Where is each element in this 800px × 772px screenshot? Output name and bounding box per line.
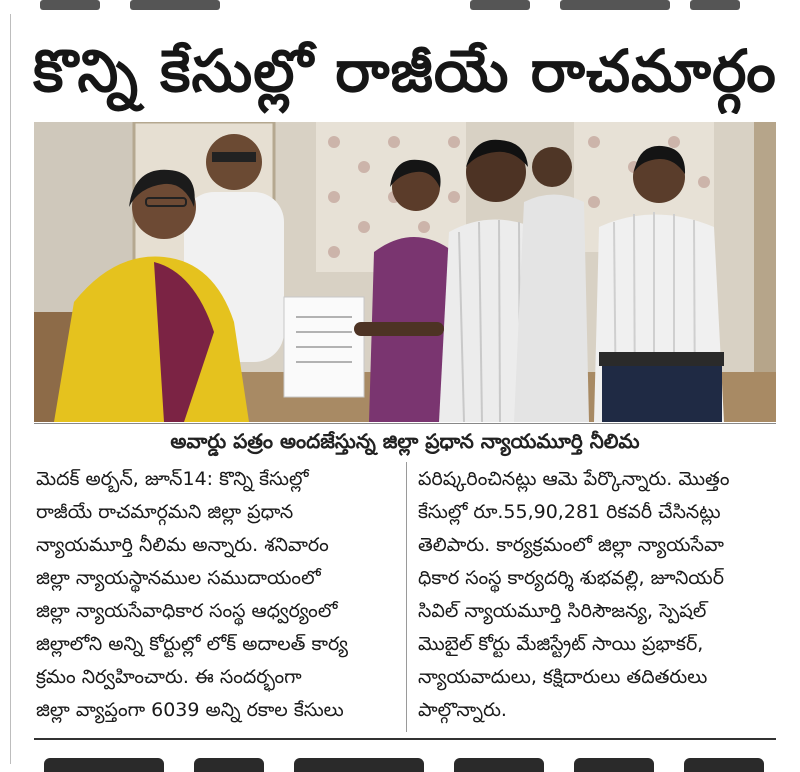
article-headline: కొన్ని కేసుల్లో రాజీయే రాచమార్గం <box>33 37 777 105</box>
body-line: మెదక్ అర్బన్, జూన్14: కొన్ని కేసుల్లో <box>36 468 309 490</box>
body-line: న్యాయవాదులు, కక్షిదారులు తదితరులు <box>418 666 708 688</box>
body-line: కేసుల్లో రూ.55,90,281 రికవరీ చేసినట్లు <box>418 501 721 523</box>
body-line: పరిష్కరించినట్లు ఆమె పేర్కొన్నారు. మొత్తం <box>418 468 730 490</box>
article-column-left <box>36 463 398 733</box>
previous-article-cutoff <box>0 0 800 12</box>
article-bottom-rule <box>34 738 776 740</box>
body-line: సివిల్ న్యాయమూర్తి సిరిసౌజన్య, స్పెషల్ <box>418 600 707 622</box>
column-divider <box>406 462 407 732</box>
body-line: పాల్గొన్నారు. <box>418 699 507 721</box>
body-line: మొబైల్ కోర్టు మేజిస్ట్రేట్ సాయి ప్రభాకర్, <box>418 633 704 655</box>
body-line: ధికార సంస్థ కార్యదర్శి శుభవల్లి, జూనియర్ <box>418 567 724 589</box>
article-column-right <box>418 463 780 733</box>
photo-award-ceremony-icon <box>34 122 776 422</box>
body-line: తెలిపారు. కార్యక్రమంలో జిల్లా న్యాయసేవా <box>418 534 724 556</box>
photo-caption: అవార్డు పత్రం అందజేస్తున్న జిల్లా ప్రధాన న్యాయమూర్తి నీలిమ <box>170 429 640 453</box>
body-line: క్రమం నిర్వహించారు. ఈ సందర్భంగా <box>36 666 302 688</box>
next-article-headline-cutoff <box>34 752 776 772</box>
body-line: జిల్లా న్యాయస్థానముల సముదాయంలో <box>36 567 321 589</box>
left-margin-rule <box>10 14 11 764</box>
body-line: జిల్లా వ్యాప్తంగా 6039 అన్ని రకాల కేసులు <box>36 699 344 721</box>
body-line: న్యాయమూర్తి నీలిమ అన్నారు. శనివారం <box>36 534 329 556</box>
body-line: రాజీయే రాచమార్గమని జిల్లా ప్రధాన <box>36 501 294 523</box>
body-line: జిల్లా న్యాయసేవాధికార సంస్థ ఆధ్వర్యంలో <box>36 600 338 622</box>
body-line: జిల్లాలోని అన్ని కోర్టుల్లో లోక్ అదాలత్ కార్య <box>36 633 348 655</box>
news-photo <box>34 122 776 422</box>
